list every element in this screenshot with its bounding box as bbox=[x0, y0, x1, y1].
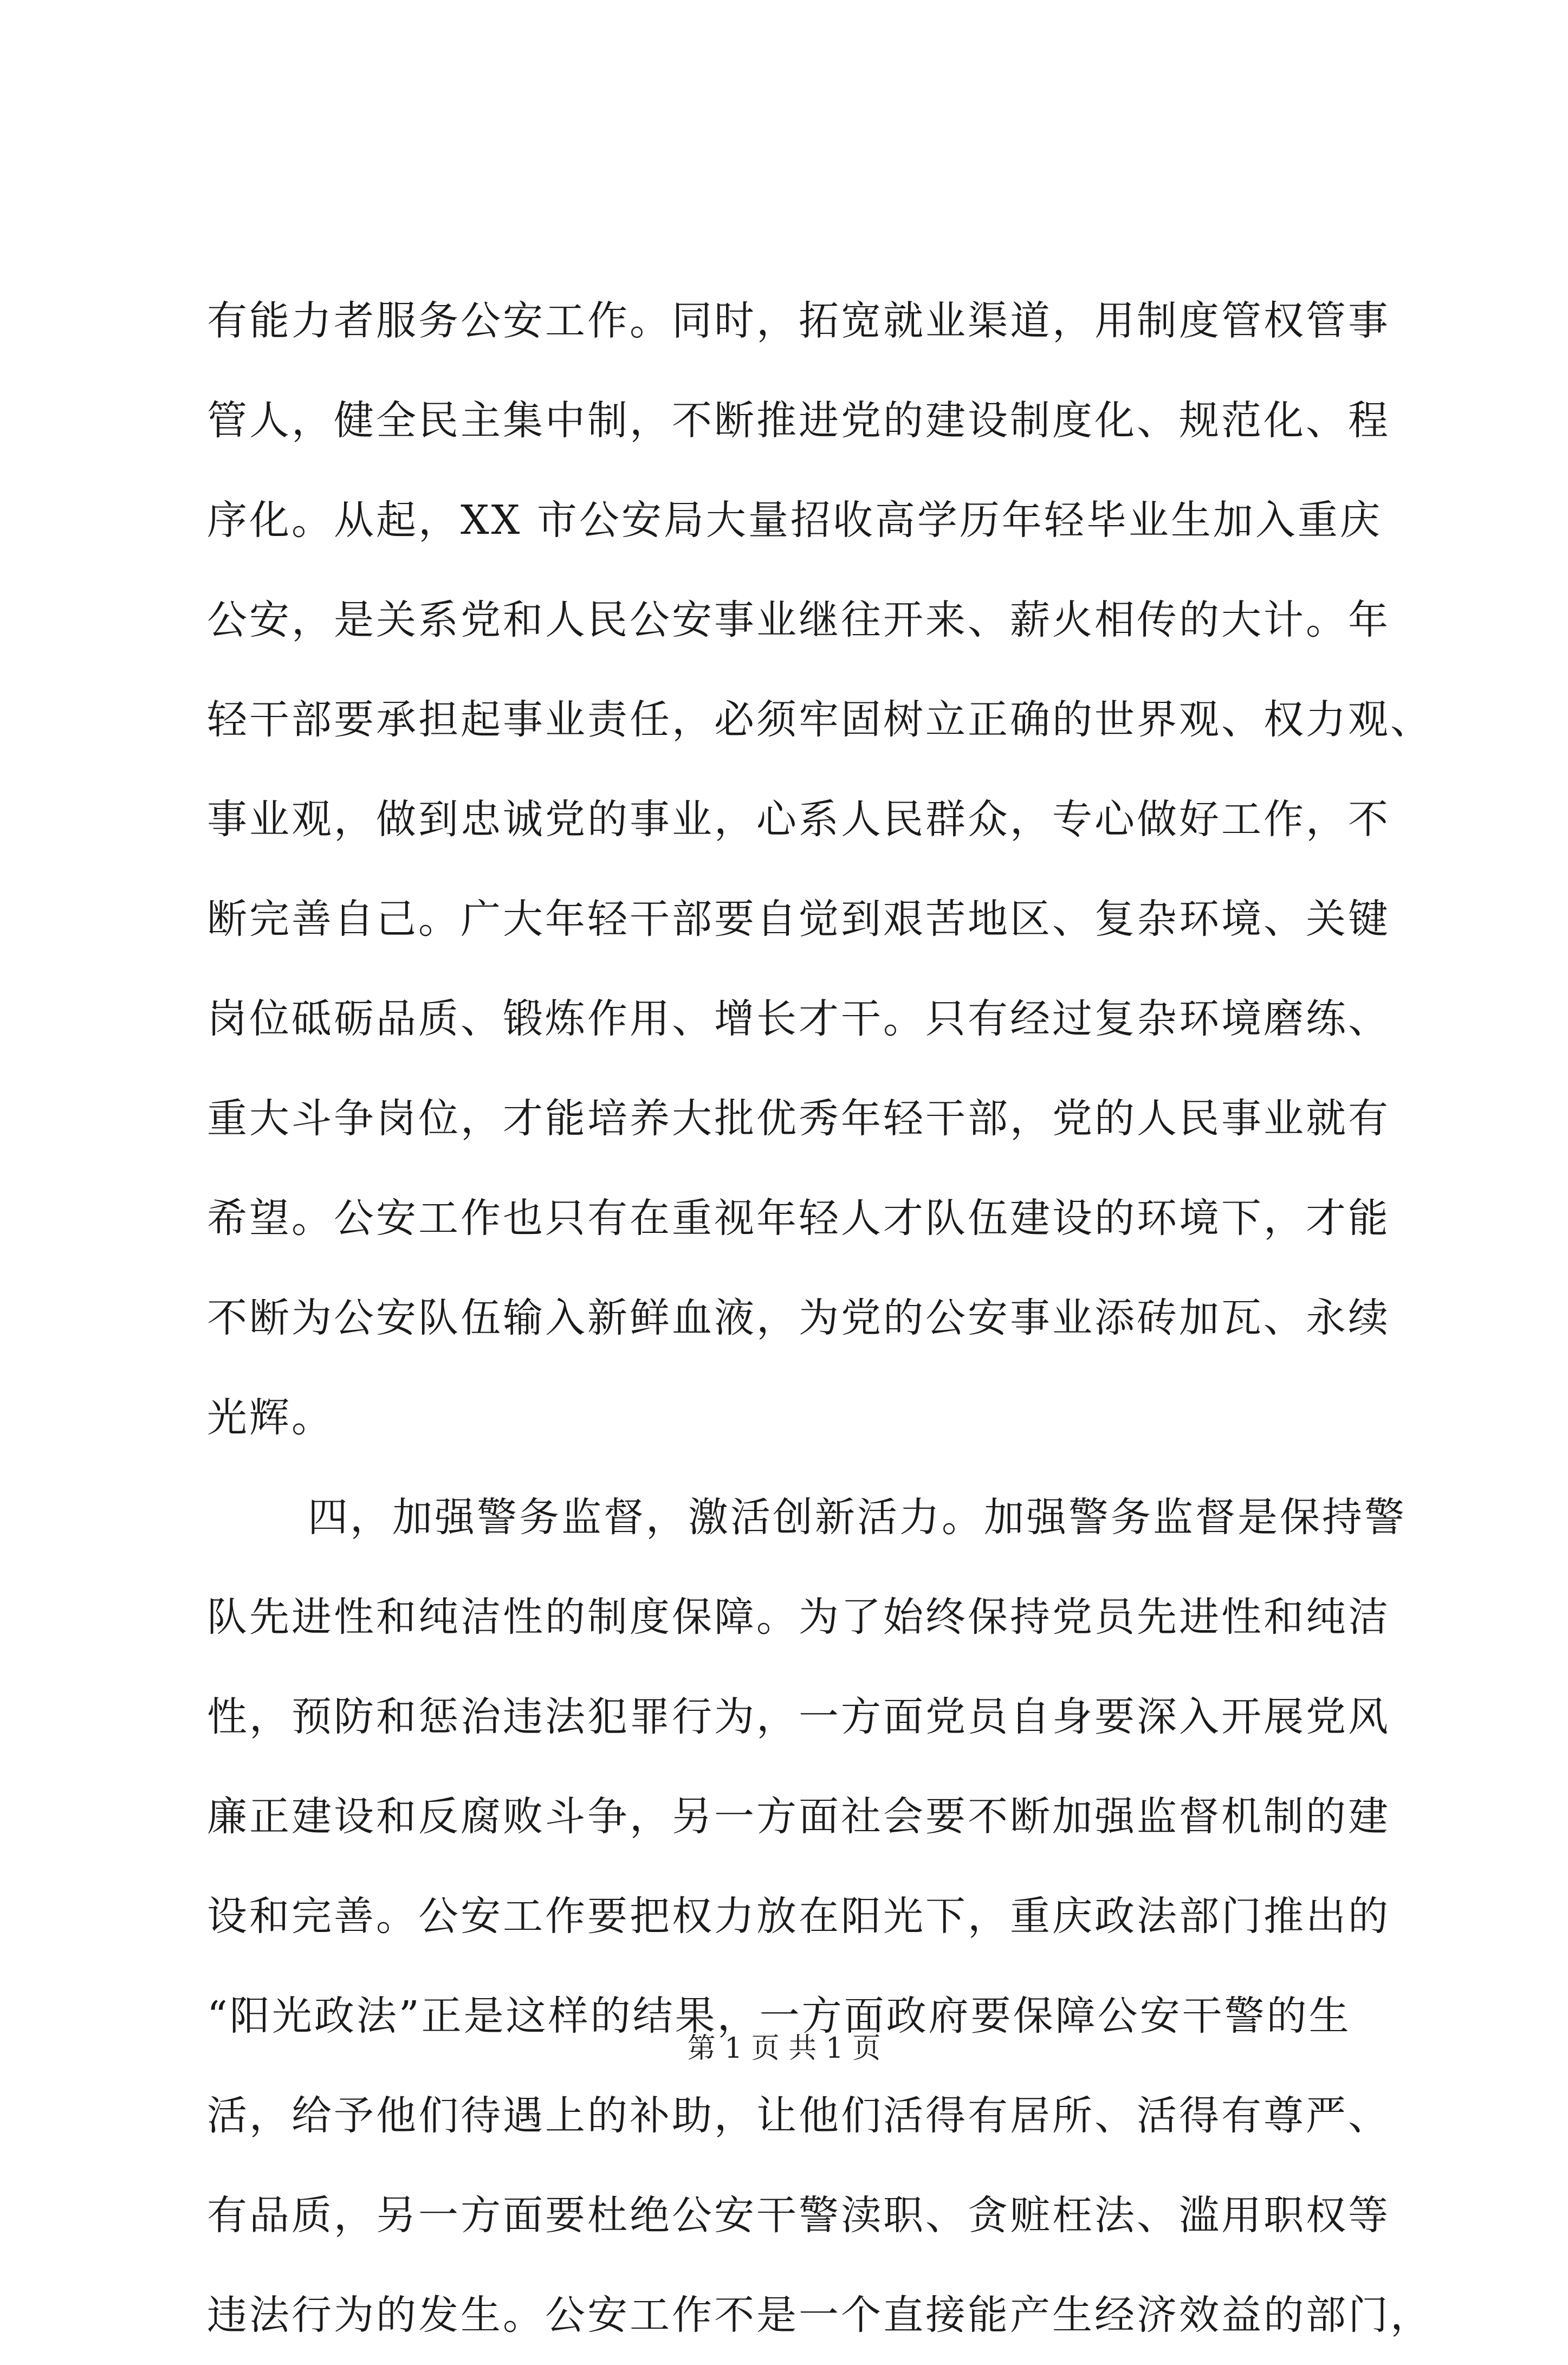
text-line: 违法行为的发生。公安工作不是一个直接能产生经济效益的部门， bbox=[207, 2292, 1433, 2338]
text-line: 队先进性和纯洁性的制度保障。为了始终保持党员先进性和纯洁 bbox=[207, 1594, 1390, 1640]
text-line: 廉正建设和反腐败斗争，另一方面社会要不断加强监督机制的建 bbox=[207, 1793, 1390, 1840]
text-line: 断完善自己。广大年轻干部要自觉到艰苦地区、复杂环境、关键 bbox=[207, 896, 1390, 942]
text-line: “阳光政法”正是这样的结果，一方面政府要保障公安干警的生 bbox=[207, 1993, 1351, 2039]
text-line: 有能力者服务公安工作。同时，拓宽就业渠道，用制度管权管事 bbox=[207, 298, 1390, 344]
text-line: 岗位砥砺品质、锻炼作用、增长才干。只有经过复杂环境磨练、 bbox=[207, 996, 1390, 1042]
text-line: 轻干部要承担起事业责任，必须牢固树立正确的世界观、权力观、 bbox=[207, 696, 1433, 743]
text-line: 活，给予他们待遇上的补助，让他们活得有居所、活得有尊严、 bbox=[207, 2092, 1390, 2139]
text-line: 光辉。 bbox=[207, 1394, 334, 1441]
text-line: 性，预防和惩治违法犯罪行为，一方面党员自身要深入开展党风 bbox=[207, 1694, 1390, 1740]
text-line: 希望。公安工作也只有在重视年轻人才队伍建设的环境下，才能 bbox=[207, 1195, 1390, 1242]
text-line: 管人，健全民主集中制，不断推进党的建设制度化、规范化、程 bbox=[207, 397, 1390, 444]
text-line: 事业观，做到忠诚党的事业，心系人民群众，专心做好工作，不 bbox=[207, 796, 1390, 843]
text-line: 公安，是关系党和人民公安事业继往开来、薪火相传的大计。年 bbox=[207, 597, 1390, 643]
page-footer bbox=[0, 2027, 1568, 2070]
paragraph-start-line: 四，加强警务监督，激活创新活力。加强警务监督是保持警 bbox=[308, 1494, 1407, 1541]
text-line: 重大斗争岗位，才能培养大批优秀年轻干部，党的人民事业就有 bbox=[207, 1095, 1390, 1142]
text-line: 有品质，另一方面要杜绝公安干警渎职、贪赃枉法、滥用职权等 bbox=[207, 2192, 1390, 2239]
text-line: 不断为公安队伍输入新鲜血液，为党的公安事业添砖加瓦、永续 bbox=[207, 1295, 1390, 1341]
text-line: 序化。从起，XX 市公安局大量招收高学历年轻毕业生加入重庆 bbox=[207, 497, 1382, 544]
text-line: 设和完善。公安工作要把权力放在阳光下，重庆政法部门推出的 bbox=[207, 1893, 1390, 1940]
page-number-label: 第 1 页 共 1 页 bbox=[687, 2032, 881, 2065]
